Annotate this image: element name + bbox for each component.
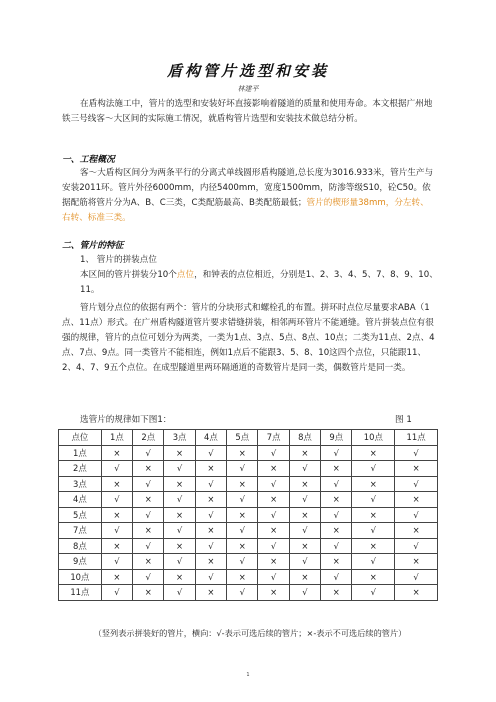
- basis-paragraph: 管片划分点位的依据有两个：管片的分块形式和螺栓孔的布置。拼环时点位尽量要求ABA（1点、11点）形式。在广州盾构隧道管片要求错缝拼装，相邻两环管片不能通缝。管片拼装点位有很强的规律，管片的点位可划分为两类，一类为1点、3点、5点、8点、10点；二类为11点、2点、4点、7点、9点。同一类管片不能相连，例如1点后不能跟3、5、8、10这四个点位，只能跟11、2、4、7、9五个点位。在成型隧道里两环隔通道的奇数管片是同一类，偶数管片是同一类。: [62, 303, 435, 373]
- table-cell: ×: [289, 507, 320, 523]
- table-cell: ×: [289, 445, 320, 461]
- table-row: [59, 585, 438, 601]
- table-intro-label: 选管片的规律如下图1：: [80, 415, 172, 425]
- table-cell: √: [101, 461, 132, 477]
- table-cell: ×: [289, 476, 320, 492]
- table-cell: √: [227, 554, 258, 570]
- table-cell: √: [101, 523, 132, 539]
- table-header-cell: 2点: [133, 430, 164, 446]
- table-cell: √: [195, 569, 226, 585]
- table-cell: ×: [195, 461, 226, 477]
- points-paragraph: [80, 268, 440, 298]
- table-cell: √: [227, 585, 258, 601]
- table-cell: √: [101, 585, 132, 601]
- table-cell: √: [258, 538, 289, 554]
- table-cell: √: [289, 554, 320, 570]
- table-cell: ×: [321, 554, 352, 570]
- table-cell: √: [133, 476, 164, 492]
- table-cell: ×: [227, 476, 258, 492]
- table-cell: ×: [258, 492, 289, 508]
- table-cell: √: [289, 585, 320, 601]
- table-cell: ×: [321, 461, 352, 477]
- table-cell: ×: [395, 461, 438, 477]
- points-text-pre: 本区间的管片拼装分10个: [80, 270, 177, 280]
- table-cell: ×: [352, 569, 395, 585]
- table-cell: √: [164, 492, 195, 508]
- table-cell: ×: [258, 523, 289, 539]
- table-cell: ×: [321, 492, 352, 508]
- table-cell: ×: [227, 507, 258, 523]
- row-label-cell: 1点: [59, 445, 102, 461]
- table-header-cell: 4点: [195, 430, 226, 446]
- table-cell: ×: [321, 523, 352, 539]
- document-title: 盾构管片选型和安装: [166, 62, 329, 80]
- table-cell: ×: [258, 554, 289, 570]
- table-row: [59, 569, 438, 585]
- table-cell: √: [321, 476, 352, 492]
- table-row: [59, 476, 438, 492]
- table-cell: ×: [352, 476, 395, 492]
- table-cell: √: [321, 538, 352, 554]
- section-heading-overview: 一、工程概况: [62, 155, 115, 165]
- table-cell: ×: [101, 507, 132, 523]
- table-row: [59, 507, 438, 523]
- table-cell: √: [352, 461, 395, 477]
- table-cell: √: [195, 476, 226, 492]
- table-row: [59, 445, 438, 461]
- row-label-cell: 4点: [59, 492, 102, 508]
- table-cell: √: [258, 445, 289, 461]
- table-cell: √: [133, 445, 164, 461]
- table-cell: ×: [289, 569, 320, 585]
- table-cell: ×: [227, 538, 258, 554]
- table-cell: ×: [164, 476, 195, 492]
- table-cell: ×: [195, 554, 226, 570]
- row-label-cell: 9点: [59, 554, 102, 570]
- table-cell: √: [101, 554, 132, 570]
- table-cell: ×: [195, 585, 226, 601]
- table-cell: ×: [101, 445, 132, 461]
- table-cell: ×: [289, 538, 320, 554]
- overview-paragraph: [62, 166, 436, 226]
- row-label-cell: 2点: [59, 461, 102, 477]
- table-cell: √: [133, 569, 164, 585]
- table-cell: √: [395, 569, 438, 585]
- table-header-cell: 1点: [101, 430, 132, 446]
- table-cell: √: [258, 569, 289, 585]
- table-cell: ×: [164, 569, 195, 585]
- table-row: [59, 492, 438, 508]
- table-cell: ×: [395, 523, 438, 539]
- points-text-highlight: 点位: [176, 270, 195, 280]
- table-header-cell: 5点: [227, 430, 258, 446]
- table-cell: √: [258, 476, 289, 492]
- table-cell: ×: [101, 538, 132, 554]
- table-header-cell: 11点: [395, 430, 438, 446]
- table-cell: ×: [101, 569, 132, 585]
- table-cell: ×: [352, 538, 395, 554]
- table-header-cell: 点位: [59, 430, 102, 446]
- table-cell: ×: [164, 538, 195, 554]
- table-cell: √: [195, 445, 226, 461]
- table-cell: √: [195, 507, 226, 523]
- table-cell: ×: [133, 523, 164, 539]
- table-cell: ×: [352, 445, 395, 461]
- overview-text-highlight: 管片的楔形量38mm，分左转、右转、标准三类。: [62, 198, 429, 223]
- table-cell: √: [395, 445, 438, 461]
- table-cell: √: [227, 523, 258, 539]
- table-caption: （竖列表示拼装好的管片，横向：√-表示可选后续的管片；×-表示不可选后续的管片）: [93, 628, 407, 638]
- table-cell: √: [195, 538, 226, 554]
- table-cell: √: [321, 507, 352, 523]
- table-cell: √: [289, 461, 320, 477]
- table-cell: √: [395, 476, 438, 492]
- table-cell: ×: [195, 492, 226, 508]
- table-cell: √: [289, 492, 320, 508]
- table-cell: √: [352, 523, 395, 539]
- table-cell: √: [164, 585, 195, 601]
- author-name: 林建平: [237, 85, 259, 93]
- table-cell: ×: [395, 554, 438, 570]
- table-cell: √: [352, 492, 395, 508]
- table-cell: √: [101, 492, 132, 508]
- table-cell: ×: [395, 492, 438, 508]
- table-cell: √: [227, 492, 258, 508]
- table-cell: √: [321, 445, 352, 461]
- table-cell: ×: [133, 492, 164, 508]
- table-header-row: [59, 430, 438, 446]
- subsection-heading-points: 1、 管片的拼装点位: [80, 255, 157, 265]
- row-label-cell: 5点: [59, 507, 102, 523]
- intro-paragraph: 在盾构法施工中，管片的选型和安装好坏直接影响着隧道的质量和使用寿命。本文根据广州地铁三号线客～大区间的实际施工情况，就盾构管片选型和安装技术做总结分析。: [62, 99, 433, 124]
- row-label-cell: 10点: [59, 569, 102, 585]
- table-cell: √: [164, 554, 195, 570]
- table-cell: ×: [258, 585, 289, 601]
- table-header-cell: 7点: [258, 430, 289, 446]
- row-label-cell: 3点: [59, 476, 102, 492]
- table-cell: ×: [227, 445, 258, 461]
- table-cell: ×: [133, 554, 164, 570]
- table-cell: ×: [258, 461, 289, 477]
- table-header-cell: 8点: [289, 430, 320, 446]
- table-cell: √: [164, 523, 195, 539]
- section-heading-features: 二、管片的特征: [62, 241, 124, 251]
- row-label-cell: 11点: [59, 585, 102, 601]
- figure-label: 图 1: [395, 415, 412, 425]
- table-header-cell: 10点: [352, 430, 395, 446]
- table-cell: √: [133, 507, 164, 523]
- table-cell: √: [258, 507, 289, 523]
- table-cell: √: [227, 461, 258, 477]
- row-label-cell: 7点: [59, 523, 102, 539]
- table-cell: ×: [352, 507, 395, 523]
- table-cell: ×: [101, 476, 132, 492]
- table-header-cell: 3点: [164, 430, 195, 446]
- table-cell: √: [164, 461, 195, 477]
- segment-selection-table: [58, 429, 438, 601]
- row-label-cell: 8点: [59, 538, 102, 554]
- table-cell: √: [395, 507, 438, 523]
- table-cell: ×: [164, 507, 195, 523]
- table-cell: ×: [195, 523, 226, 539]
- table-cell: ×: [133, 585, 164, 601]
- table-row: [59, 554, 438, 570]
- table-cell: √: [352, 554, 395, 570]
- table-cell: √: [321, 569, 352, 585]
- table-row: [59, 523, 438, 539]
- page-number: 1: [246, 672, 250, 678]
- overview-text: 客～大盾构区间分为两条平行的分离式单线圆形盾构隧道,总长度为3016.933米，管片生产与安装2011环。管片外径6000mm，内径5400mm，宽度1500mm，防渗等级S10，砼C50。依据配筋将管片分为A、B、C三类，C类配筋最高、B类配筋最低；: [62, 168, 434, 208]
- table-cell: √: [395, 538, 438, 554]
- table-cell: √: [289, 523, 320, 539]
- table-cell: √: [133, 538, 164, 554]
- table-cell: ×: [164, 445, 195, 461]
- table-header-cell: 9点: [321, 430, 352, 446]
- table-row: [59, 538, 438, 554]
- points-text-post: ，和钟表的点位相近，分别是1、2、3、4、5、7、8、9、10、11。: [80, 270, 438, 295]
- table-cell: ×: [227, 569, 258, 585]
- table-cell: ×: [321, 585, 352, 601]
- table-cell: ×: [395, 585, 438, 601]
- table-cell: √: [352, 585, 395, 601]
- table-cell: ×: [133, 461, 164, 477]
- table-row: [59, 461, 438, 477]
